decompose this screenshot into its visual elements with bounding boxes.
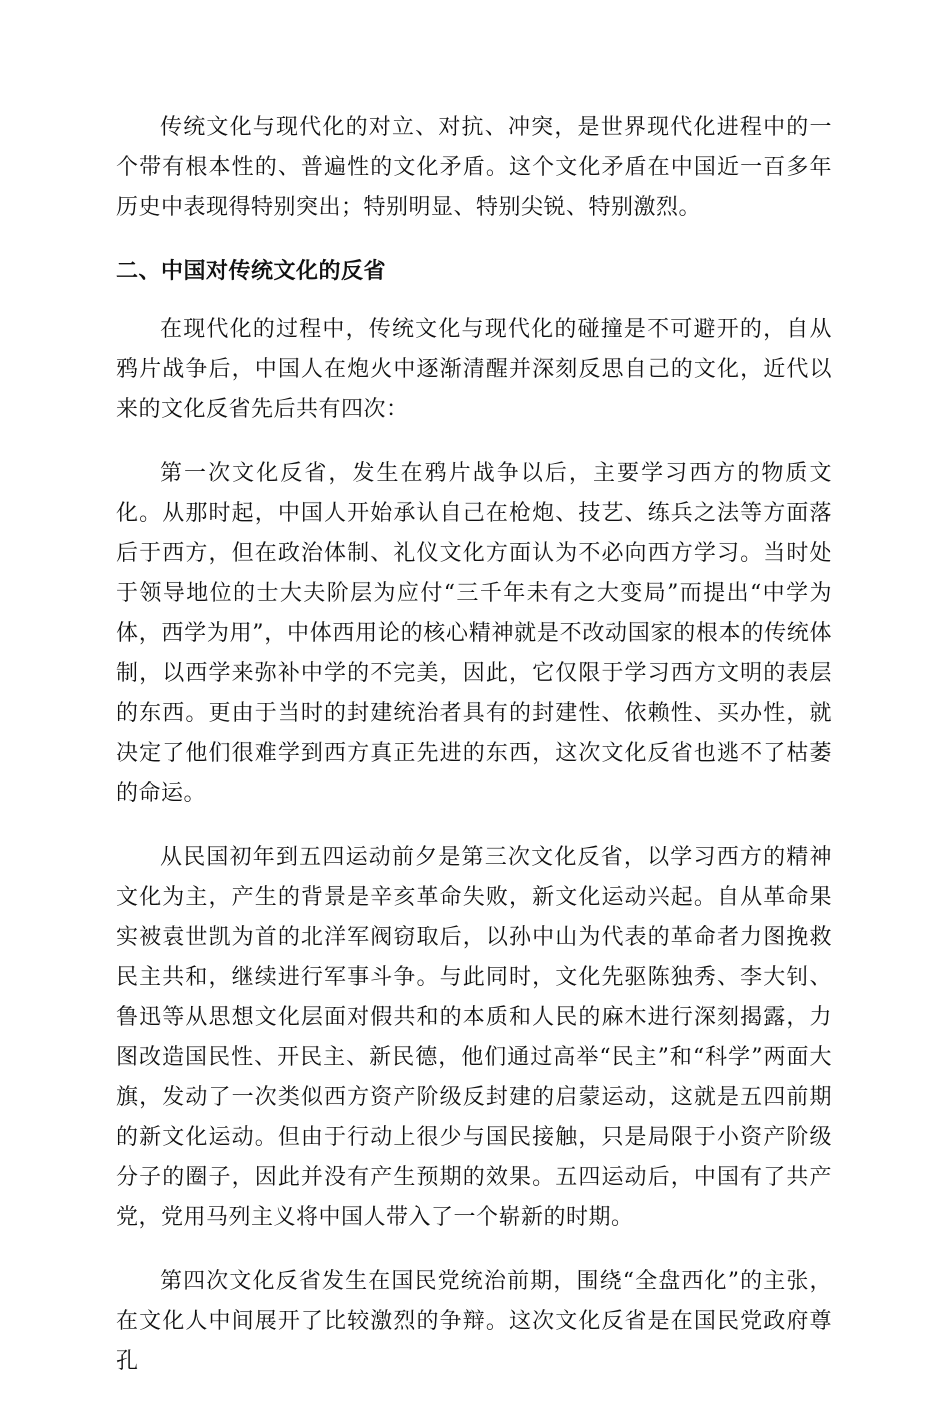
paragraph-four-reflections-intro: 在现代化的过程中，传统文化与现代化的碰撞是不可避开的，自从鸦片战争后，中国人在炮火中逐渐清醒并深刻反思自己的文化，近代以来的文化反省先后共有四次：	[116, 317, 832, 422]
paragraph-traditional-vs-modern: 传统文化与现代化的对立、对抗、冲突，是世界现代化进程中的一个带有根本性的、普遍性的文化矛盾。这个文化矛盾在中国近一百多年历史中表现得特别突出；特别明显、特别尖锐、特别激烈。	[116, 115, 832, 220]
paragraph-third-reflection: 从民国初年到五四运动前夕是第三次文化反省，以学习西方的精神文化为主，产生的背景是辛亥革命失败，新文化运动兴起。自从革命果实被袁世凯为首的北洋军阀窃取后，以孙中山为代表的革命者力图挽救民主共和，继续进行军事斗争。与此同时，文化先驱陈独秀、李大钊、鲁迅等从思想文化层面对假共和的本质和人民的麻木进行深刻揭露，力图改造国民性、开民主、新民德，他们通过高举“民主”和“科学”两面大旗，发动了一次类似西方资产阶级反封建的启蒙运动，这就是五四前期的新文化运动。但由于行动上很少与国民接触，只是局限于小资产阶级分子的圈子，因此并没有产生预期的效果。五四运动后，中国有了共产党，党用马列主义将中国人带入了一个崭新的时期。	[116, 845, 832, 1230]
paragraph-fourth-reflection: 第四次文化反省发生在国民党统治前期，围绕“全盘西化”的主张，在文化人中间展开了比较激烈的争辩。这次文化反省是在国民党政府尊孔	[116, 1269, 832, 1374]
paragraph-first-reflection: 第一次文化反省，发生在鸦片战争以后，主要学习西方的物质文化。从那时起，中国人开始承认自己在枪炮、技艺、练兵之法等方面落后于西方，但在政治体制、礼仪文化方面认为不必向西方学习。当时处于领导地位的士大夫阶层为应付“三千年未有之大变局”而提出“中学为体，西学为用”，中体西用论的核心精神就是不改动国家的根本的传统体制，以西学来弥补中学的不完美，因此，它仅限于学习西方文明的表层的东西。更由于当时的封建统治者具有的封建性、依赖性、买办性，就决定了他们很难学到西方真正先进的东西，这次文化反省也逃不了枯萎的命运。	[116, 461, 832, 806]
document-body	[116, 108, 832, 1406]
section-heading: 二、中国对传统文化的反省	[116, 259, 387, 284]
